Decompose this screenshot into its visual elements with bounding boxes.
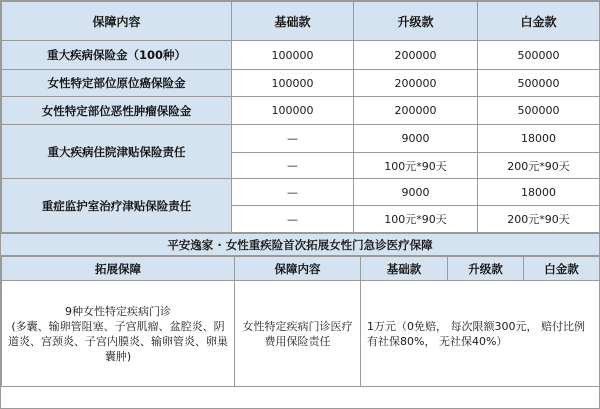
header-coverage: 保障内容 (2, 2, 232, 41)
table-header-row (2, 2, 600, 41)
value-cell: 9000 (354, 179, 478, 206)
amount-text (361, 319, 599, 349)
value-cell: 18000 (478, 179, 600, 206)
value-cell: 9000 (354, 125, 478, 153)
benefit-table (1, 1, 600, 233)
value-cell: 200000 (354, 70, 478, 97)
table-header-row (2, 257, 600, 281)
table-row (2, 70, 600, 97)
value-cell: 100元*90天 (354, 206, 478, 233)
row-label: 重大疾病保险金（100种） (2, 41, 232, 70)
value-cell: — (232, 179, 354, 206)
value-cell: 18000 (478, 125, 600, 153)
value-cell: 100000 (232, 70, 354, 97)
value-cell: — (232, 125, 354, 153)
amount-detail: （0免赔， 每次限额300元， 赔付比例有社保80%， 无社保40%） (367, 319, 585, 348)
value-cell: 100元*90天 (354, 153, 478, 179)
amount-value: 1万元 (367, 319, 396, 333)
header-platinum: 白金款 (478, 2, 600, 41)
table-row (2, 41, 600, 70)
header-upgrade: 升级款 (354, 2, 478, 41)
table-row (2, 179, 600, 206)
value-cell: 200元*90天 (478, 153, 600, 179)
value-cell: 200000 (354, 97, 478, 125)
value-cell: 500000 (478, 97, 600, 125)
value-cell: — (232, 206, 354, 233)
expand-diseases: (多囊、输卵管阻塞、子宫肌瘤、盆腔炎、阴道炎、宫颈炎、子宫内膜炎、输卵管炎、卵巢囊肿) (8, 319, 228, 363)
expand-title: 9种女性特定疾病门诊 (65, 304, 171, 318)
header-upgrade: 升级款 (448, 257, 524, 281)
header-content: 保障内容 (235, 257, 361, 281)
amount-cell (361, 281, 600, 387)
header-expand: 拓展保障 (2, 257, 235, 281)
value-cell: 200元*90天 (478, 206, 600, 233)
table-row (2, 125, 600, 153)
row-label: 重症监护室治疗津贴保险责任 (2, 179, 232, 233)
row-label: 女性特定部位恶性肿瘤保险金 (2, 97, 232, 125)
value-cell: 100000 (232, 97, 354, 125)
header-platinum: 白金款 (524, 257, 600, 281)
expand-coverage-cell (2, 281, 235, 387)
header-basic: 基础款 (361, 257, 448, 281)
value-cell: 500000 (478, 41, 600, 70)
row-label: 重大疾病住院津贴保险责任 (2, 125, 232, 179)
header-basic: 基础款 (232, 2, 354, 41)
section-banner: 平安逸家 · 女性重疾险首次拓展女性门急诊医疗保障 (1, 233, 599, 256)
row-label: 女性特定部位原位癌保险金 (2, 70, 232, 97)
outpatient-table (1, 256, 600, 387)
table-row (2, 281, 600, 387)
content-text: 女性特定疾病门诊医疗费用保险责任 (242, 319, 353, 348)
content-cell (235, 281, 361, 387)
value-cell: 200000 (354, 41, 478, 70)
table-row (2, 97, 600, 125)
value-cell: — (232, 153, 354, 179)
value-cell: 100000 (232, 41, 354, 70)
value-cell: 500000 (478, 70, 600, 97)
